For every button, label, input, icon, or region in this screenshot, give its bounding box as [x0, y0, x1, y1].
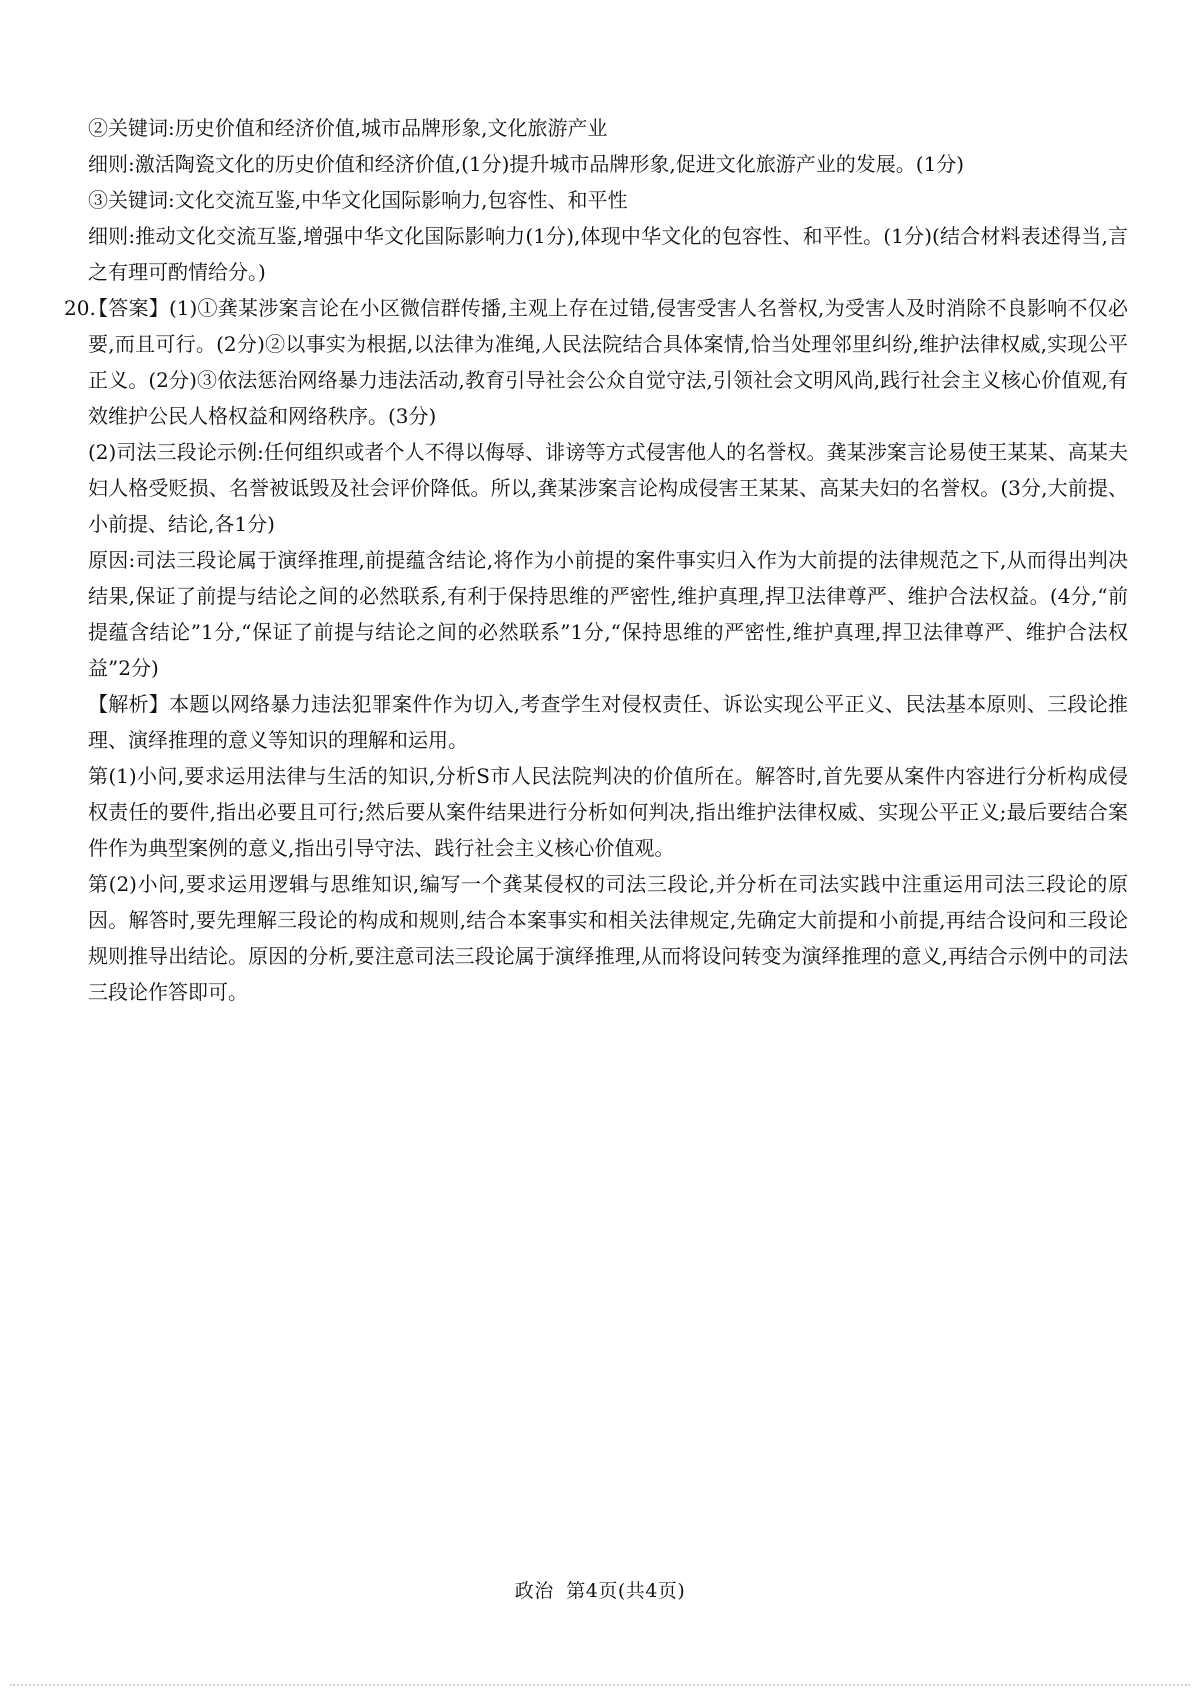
q19-detail-3: 细则:推动文化交流互鉴,增强中华文化国际影响力(1分),体现中华文化的包容性、和平性。(1分)(结合材料表述得当,言之有理可酌情给分。): [88, 224, 1128, 284]
q19-keyword-2: ②关键词:历史价值和经济价值,城市品牌形象,文化旅游产业: [88, 116, 608, 140]
question-20-block: [64, 290, 1128, 1010]
q20-analysis: 【解析】本题以网络暴力违法犯罪案件作为切入,考查学生对侵权责任、诉讼实现公平正义、民法基本原则、三段论推理、演绎推理的意义等知识的理解和运用。: [88, 692, 1128, 752]
page-footer: [0, 1576, 1200, 1603]
q20-sub-question-2: 第(2)小问,要求运用逻辑与思维知识,编写一个龚某侵权的司法三段论,并分析在司法实践中注重运用司法三段论的原因。解答时,要先理解三段论的构成和规则,结合本案事实和相关法律规定,先确定大前提和小前提,再结合设问和三段论规则推导出结论。原因的分析,要注意司法三段论属于演绎推理,从而将设问转变为演绎推理的意义,再结合示例中的司法三段论作答即可。: [88, 872, 1128, 1004]
question-number: 20.: [64, 296, 96, 320]
footer-page-number: 第4页(共4页): [566, 1580, 686, 1602]
q20-answer-part2: (2)司法三段论示例:任何组织或者个人不得以侮辱、诽谤等方式侵害他人的名誉权。龚某涉案言论易使王某某、高某夫妇人格受贬损、名誉被诋毁及社会评价降低。所以,龚某涉案言论构成侵害王某某、高某夫妇的名誉权。(3分,大前提、小前提、结论,各1分): [88, 440, 1128, 536]
q20-answer-part1: 【答案】(1)①龚某涉案言论在小区微信群传播,主观上存在过错,侵害受害人名誉权,为受害人及时消除不良影响不仅必要,而且可行。(2分)②以事实为根据,以法律为准绳,人民法院结合具体案情,恰当处理邻里纠纷,维护法律权威,实现公平正义。(2分)③依法惩治网络暴力违法活动,教育引导社会公众自觉守法,引领社会文明风尚,践行社会主义核心价值观,有效维护公民人格权益和网络秩序。(3分): [88, 296, 1128, 428]
q19-detail-2: 细则:激活陶瓷文化的历史价值和经济价值,(1分)提升城市品牌形象,促进文化旅游产业的发展。(1分): [88, 152, 965, 176]
scan-edge-divider: [10, 1684, 1190, 1686]
answer-content: [64, 110, 1128, 1010]
q19-keyword-3: ③关键词:文化交流互鉴,中华文化国际影响力,包容性、和平性: [88, 188, 628, 212]
footer-subject: 政治: [514, 1580, 554, 1602]
q20-sub-question-1: 第(1)小问,要求运用法律与生活的知识,分析S市人民法院判决的价值所在。解答时,首先要从案件内容进行分析构成侵权责任的要件,指出必要且可行;然后要从案件结果进行分析如何判决,指出维护法律权威、实现公平正义;最后要结合案件作为典型案例的意义,指出引导守法、践行社会主义核心价值观。: [88, 764, 1128, 860]
q20-reason: 原因:司法三段论属于演绎推理,前提蕴含结论,将作为小前提的案件事实归入作为大前提的法律规范之下,从而得出判决结果,保证了前提与结论之间的必然联系,有利于保持思维的严密性,维护真理,捍卫法律尊严、维护合法权益。(4分,“前提蕴含结论”1分,“保证了前提与结论之间的必然联系”1分,“保持思维的严密性,维护真理,捍卫法律尊严、维护合法权益”2分): [88, 548, 1128, 680]
